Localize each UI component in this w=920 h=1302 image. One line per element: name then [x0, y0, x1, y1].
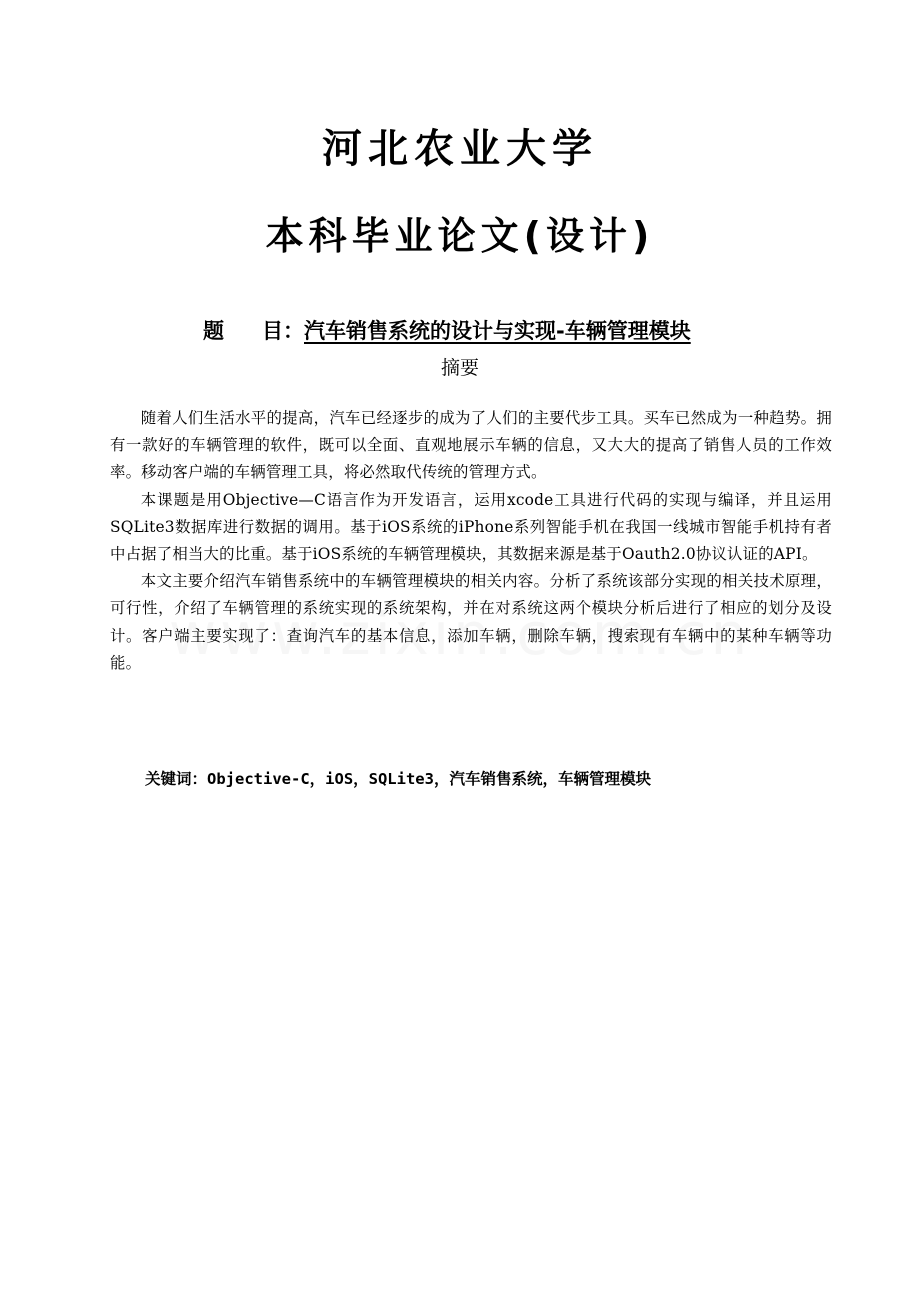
abstract-paragraph-3: 本文主要介绍汽车销售系统中的车辆管理模块的相关内容。分析了系统该部分实现的相关技术原理，可行性，介绍了车辆管理的系统实现的系统架构，并在对系统这两个模块分析后进行了相应的划分及设计。客户端主要实现了：查询汽车的基本信息，添加车辆，删除车辆，搜索现有车辆中的某种车辆等功能。: [110, 572, 832, 672]
title-label-char2: 目：: [262, 319, 304, 343]
thesis-type: 本科毕业论文(设计): [265, 214, 655, 258]
title-label: [203, 319, 304, 343]
abstract-paragraph-2: 本课题是用Objective—C语言作为开发语言，运用xcode工具进行代码的实现与编译，并且运用SQLite3数据库进行数据的调用。基于iOS系统的iPhone系列智能手机在我国一线城市智能手机持有者中占据了相当大的比重。基于iOS系统的车辆管理模块，其数据来源是基于Oauth2.0协议认证的API。: [110, 490, 832, 564]
abstract-paragraph-1: 随着人们生活水平的提高，汽车已经逐步的成为了人们的主要代步工具。买车已然成为一种趋势。拥有一款好的车辆管理的软件，既可以全面、直观地展示车辆的信息，又大大的提高了销售人员的工作效率。移动客户端的车辆管理工具，将必然取代传统的管理方式。: [110, 409, 832, 482]
thesis-title: 汽车销售系统的设计与实现-车辆管理模块: [304, 319, 691, 343]
thesis-title-line: [203, 314, 691, 348]
title-label-char1: 题: [203, 319, 224, 343]
abstract-heading: 摘要: [440, 357, 479, 379]
keywords-line: 关键词：Objective-C，iOS，SQLite3，汽车销售系统，车辆管理模块: [145, 770, 651, 788]
abstract-body: [110, 405, 832, 677]
university-name: 河北农业大学: [322, 126, 598, 172]
